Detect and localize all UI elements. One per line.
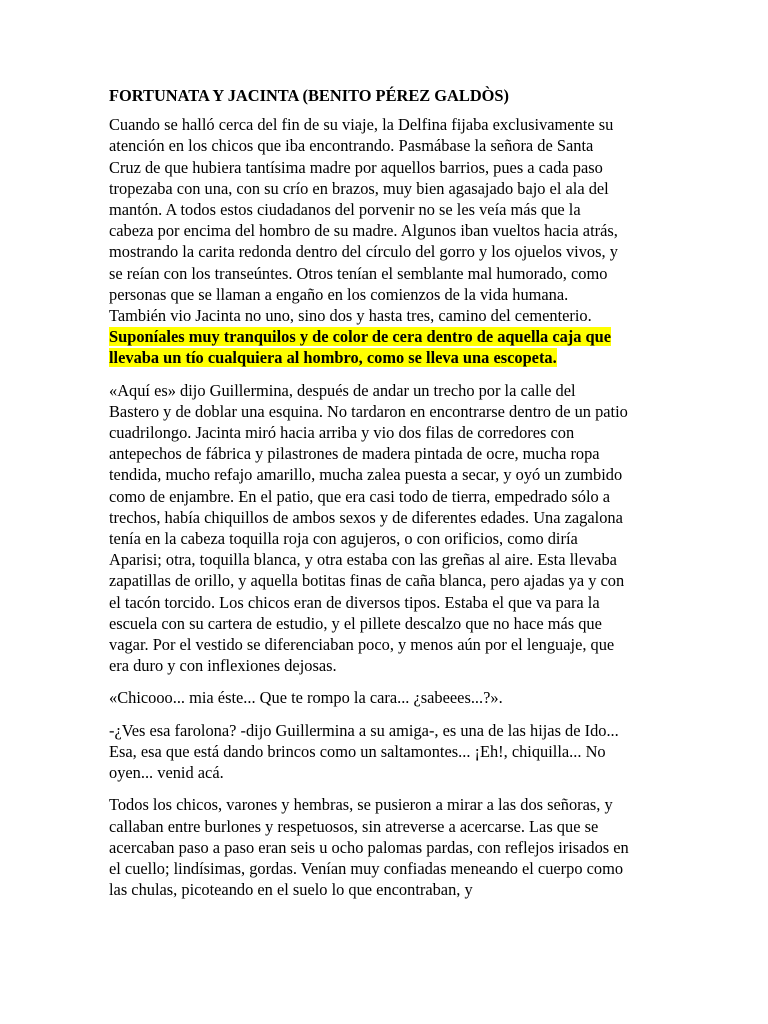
paragraph-2	[109, 380, 629, 677]
paragraph-text: Cuando se halló cerca del fin de su viaje, la Delfina fijaba exclusivamente su atención en los chicos que iba encontrando. Pasmábase la señora de Santa Cruz de que hubiera tantísima madre por aquellos barrios, pues a cada paso tropezaba con una, con su crío en brazos, muy bien agasajado bajo el ala del mantón. A todos estos ciudadanos del porvenir no se les veía más que la cabeza por encima del hombro de su madre. Algunos iban vueltos hacia atrás, mostrando la carita redonda dentro del círculo del gorro y los ojuelos vivos, y se reían con los transeúntes. Otros tenían el semblante mal humorado, como personas que se llaman a engaño en los comienzos de la vida humana. También vio Jacinta no uno, sino dos y hasta tres, camino del cementerio.	[109, 115, 618, 326]
document-title: FORTUNATA Y JACINTA (BENITO PÉREZ GALDÒS)	[109, 86, 509, 105]
paragraph-1	[109, 114, 629, 368]
paragraph-text: «Chicooo... mia éste... Que te rompo la cara... ¿sabeees...?».	[109, 688, 503, 708]
document-page	[109, 85, 629, 911]
paragraph-4	[109, 720, 629, 784]
paragraph-5	[109, 794, 629, 900]
paragraph-text: -¿Ves esa farolona? -dijo Guillermina a su amiga-, es una de las hijas de Ido... Esa, esa que está dando brincos como un saltamontes... ¡Eh!, chiquilla... No oyen... venid acá.	[109, 720, 619, 783]
paragraph-3	[109, 687, 629, 708]
paragraph-text: «Aquí es» dijo Guillermina, después de andar un trecho por la calle del Bastero y de doblar una esquina. No tardaron en encontrarse dentro de un patio cuadrilongo. Jacinta miró hacia arriba y vio dos filas de corredores con antepechos de fábrica y pilastrones de madera pintada de ocre, mucha ropa tendida, mucho refajo amarillo, mucha zalea puesta a secar, y oyó un zumbido como de enjambre. En el patio, que era casi todo de tierra, empedrado sólo a trechos, había chiquillos de ambos sexos y de diferentes edades. Una zagalona tenía en la cabeza toquilla roja con agujeros, o con orificios, como diría Aparisi; otra, toquilla blanca, y otra estaba con las greñas al aire. Esta llevaba zapatillas de orillo, y aquella botitas finas de caña blanca, pero ajadas ya y con el tacón torcido. Los chicos eran de diversos tipos. Estaba el que va para la escuela con su cartera de estudio, y el pillete descalzo que no hace más que vagar. Por el vestido se diferenciaban poco, y menos aún por el lenguaje, que era duro y con inflexiones dejosas.	[109, 380, 628, 676]
highlighted-text: Suponíales muy tranquilos y de color de cera dentro de aquella caja que llevaba un tío cualquiera al hombro, como se lleva una escopeta.	[109, 327, 612, 368]
paragraph-text: Todos los chicos, varones y hembras, se pusieron a mirar a las dos señoras, y callaban entre burlones y respetuosos, sin atreverse a acercarse. Las que se acercaban paso a paso eran seis u ocho palomas pardas, con reflejos irisados en el cuello; lindísimas, gordas. Venían muy confiadas meneando el cuerpo como las chulas, picoteando en el suelo lo que encontraban, y	[109, 795, 629, 900]
